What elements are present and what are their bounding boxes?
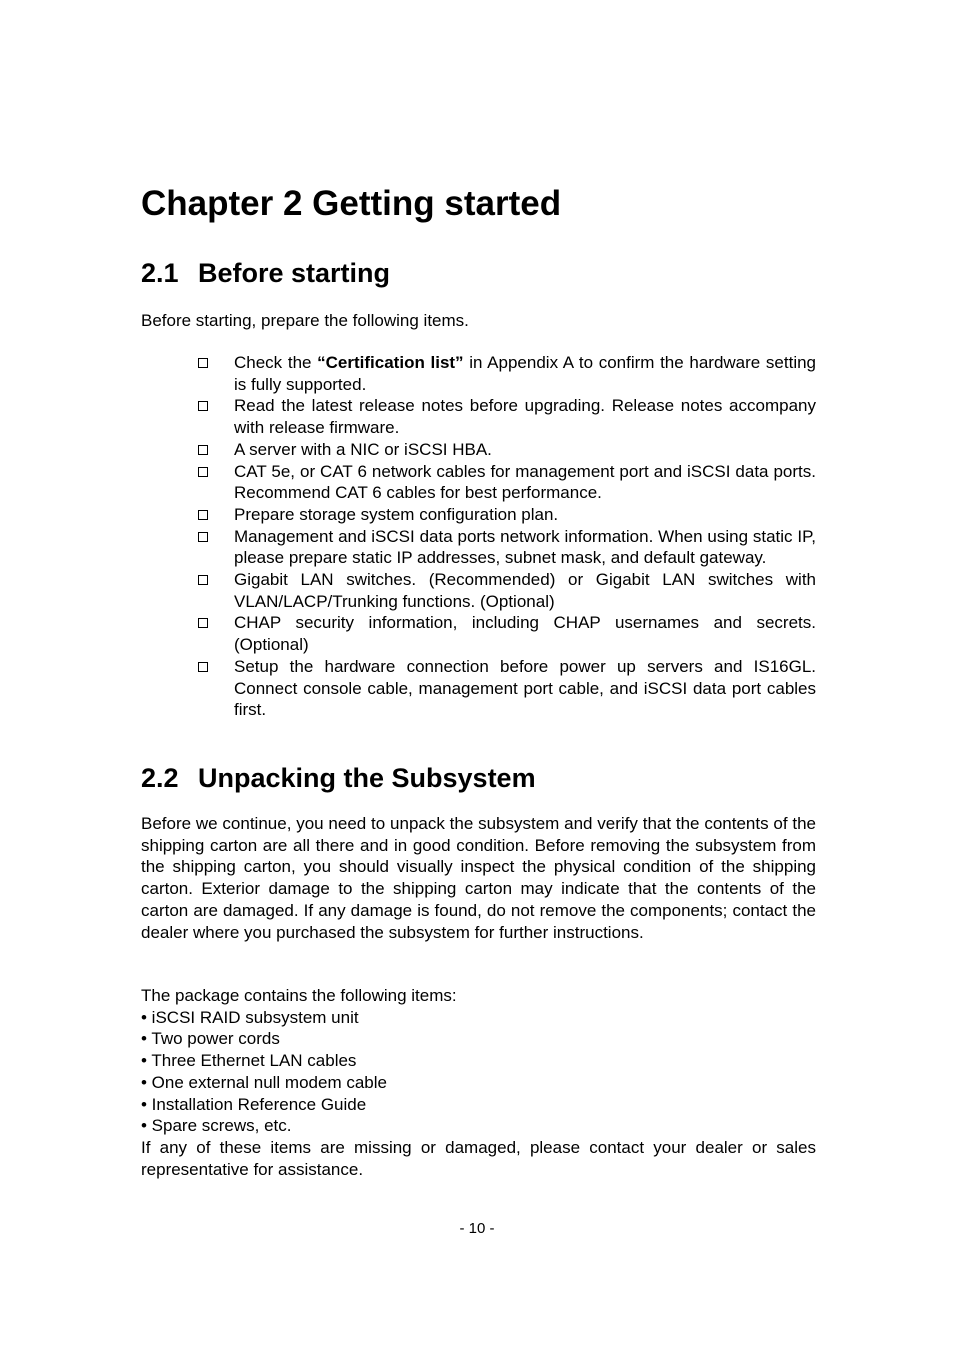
chapter-title: Chapter 2 Getting started bbox=[141, 184, 562, 223]
package-item: • Spare screws, etc. bbox=[141, 1116, 292, 1136]
checkbox-square-icon bbox=[198, 445, 208, 455]
checklist-item: A server with a NIC or iSCSI HBA. bbox=[198, 439, 816, 461]
unpacking-paragraph: Before we continue, you need to unpack the subsystem and verify that the contents of the shipping carton are all there and in good condition. Before removing the subsystem from the shipping carton, you should visually inspect the physical condition of the shipping carton. Exterior damage to the shipping carton may indicate that the contents of the carton are damaged. If any damage is found, do not remove the components; contact the dealer where you purchased the subsystem for further instructions. bbox=[141, 814, 816, 942]
checkbox-square-icon bbox=[198, 662, 208, 672]
closing-paragraph: If any of these items are missing or damaged, please contact your dealer or sales representative for assistance. bbox=[141, 1137, 816, 1179]
checkbox-square-icon bbox=[198, 618, 208, 628]
section-number: 2.1 bbox=[141, 258, 179, 288]
checklist-item: Check the “Certification list” in Appendix A to confirm the hardware setting is fully supported. bbox=[198, 352, 816, 395]
section-heading-before-starting bbox=[141, 256, 390, 290]
package-item: • iSCSI RAID subsystem unit bbox=[141, 1007, 359, 1027]
section-number: 2.2 bbox=[141, 763, 179, 793]
package-item-list bbox=[141, 1007, 816, 1137]
section-title: Before starting bbox=[198, 258, 391, 288]
checklist-item: Management and iSCSI data ports network information. When using static IP, please prepare static IP addresses, subnet mask, and default gateway. bbox=[198, 526, 816, 569]
checkbox-square-icon bbox=[198, 532, 208, 542]
checkbox-square-icon bbox=[198, 575, 208, 585]
package-intro: The package contains the following items: bbox=[141, 986, 457, 1005]
checkbox-square-icon bbox=[198, 510, 208, 520]
checklist-item: Setup the hardware connection before power up servers and IS16GL. Connect console cable, management port cable, and iSCSI data port cables first. bbox=[198, 656, 816, 721]
intro-paragraph: Before starting, prepare the following items. bbox=[141, 311, 469, 330]
package-item: • Two power cords bbox=[141, 1029, 280, 1049]
package-contents bbox=[141, 985, 816, 1180]
checkbox-square-icon bbox=[198, 467, 208, 477]
section-heading-unpacking bbox=[141, 761, 536, 795]
checkbox-square-icon bbox=[198, 401, 208, 411]
section-title: Unpacking the Subsystem bbox=[198, 763, 536, 793]
checklist-item: Gigabit LAN switches. (Recommended) or Gigabit LAN switches with VLAN/LACP/Trunking functions. (Optional) bbox=[198, 569, 816, 612]
package-item: • One external null modem cable bbox=[141, 1072, 387, 1092]
checkbox-square-icon bbox=[198, 358, 208, 368]
checklist-item: CAT 5e, or CAT 6 network cables for management port and iSCSI data ports. Recommend CAT 6 cables for best performance. bbox=[198, 461, 816, 504]
page-number: - 10 - bbox=[459, 1220, 495, 1237]
checklist-item: CHAP security information, including CHAP usernames and secrets. (Optional) bbox=[198, 612, 816, 655]
certification-list-ref: “Certification list” bbox=[317, 353, 464, 372]
checklist-item: Read the latest release notes before upgrading. Release notes accompany with release firmware. bbox=[198, 395, 816, 438]
package-item: • Three Ethernet LAN cables bbox=[141, 1051, 357, 1071]
checklist-item: Prepare storage system configuration plan. bbox=[198, 504, 816, 526]
preparation-checklist bbox=[198, 352, 816, 721]
package-item: • Installation Reference Guide bbox=[141, 1094, 367, 1114]
